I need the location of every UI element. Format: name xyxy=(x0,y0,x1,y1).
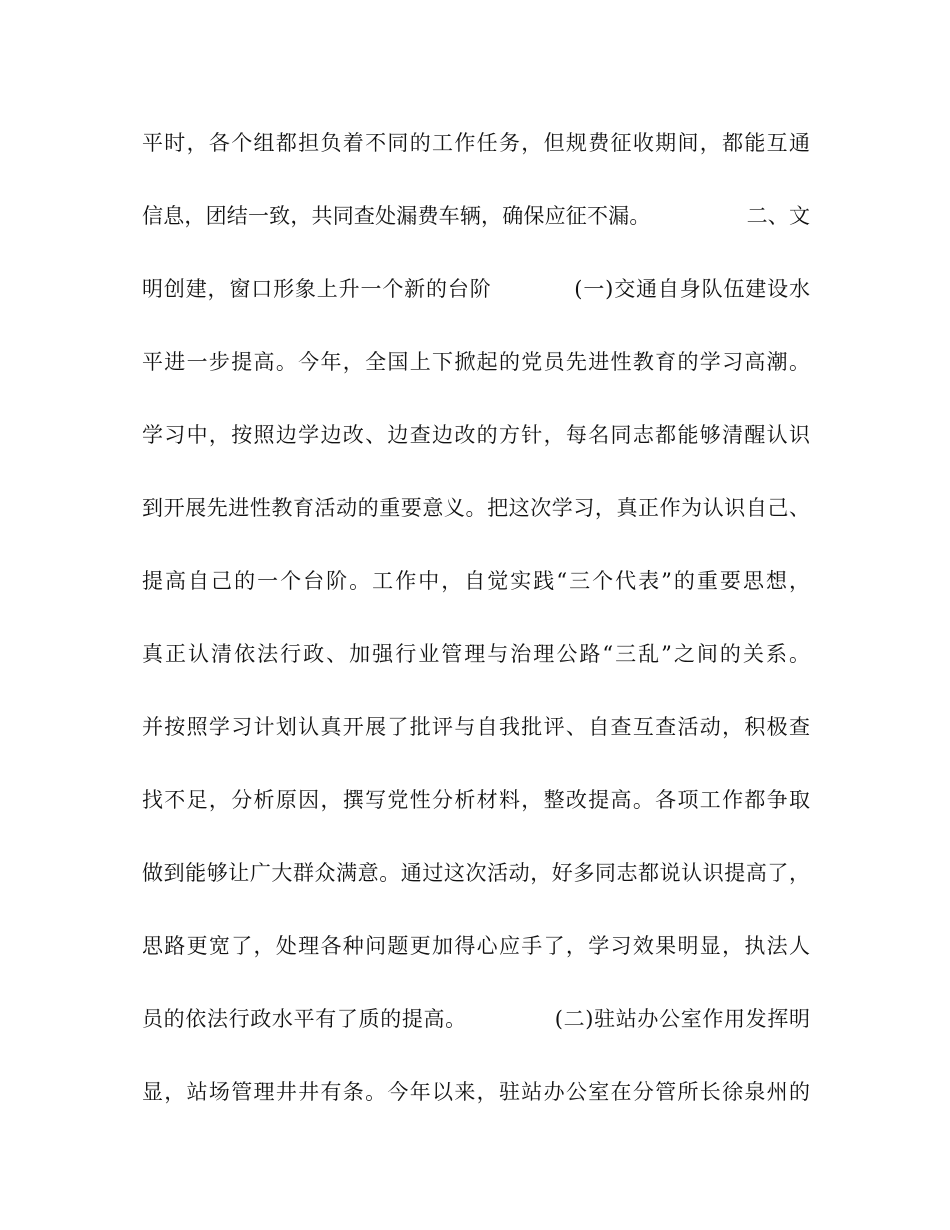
text-line: 员的依法行政水平有了质的提高。 (二)驻站办公室作用发挥明 xyxy=(142,1007,810,1031)
text-line: 明创建，窗口形象上升一个新的台阶 (一)交通自身队伍建设水 xyxy=(142,277,810,301)
body-text xyxy=(142,122,810,1144)
text-line: 学习中，按照边学边改、边查边改的方针，每名同志都能够清醒认识 xyxy=(142,423,810,447)
text-line: 找不足，分析原因，撰写党性分析材料，整改提高。各项工作都争取 xyxy=(142,788,810,812)
text-line: 思路更宽了，处理各种问题更加得心应手了，学习效果明显，执法人 xyxy=(142,934,810,958)
text-line: 提高自己的一个台阶。工作中，自觉实践“三个代表”的重要思想， xyxy=(142,569,810,593)
text-line: 真正认清依法行政、加强行业管理与治理公路“三乱”之间的关系。 xyxy=(142,642,810,666)
text-line: 到开展先进性教育活动的重要意义。把这次学习，真正作为认识自己、 xyxy=(142,496,810,520)
text-line: 并按照学习计划认真开展了批评与自我批评、自查互查活动，积极查 xyxy=(142,715,810,739)
text-line: 平时，各个组都担负着不同的工作任务，但规费征收期间，都能互通 xyxy=(142,131,810,155)
text-line: 做到能够让广大群众满意。通过这次活动，好多同志都说认识提高了， xyxy=(142,861,810,885)
text-line: 显，站场管理井井有条。今年以来，驻站办公室在分管所长徐泉州的 xyxy=(142,1080,810,1104)
text-line: 信息，团结一致，共同查处漏费车辆，确保应征不漏。 二、文 xyxy=(142,204,810,228)
text-line: 平进一步提高。今年，全国上下掀起的党员先进性教育的学习高潮。 xyxy=(142,350,810,374)
